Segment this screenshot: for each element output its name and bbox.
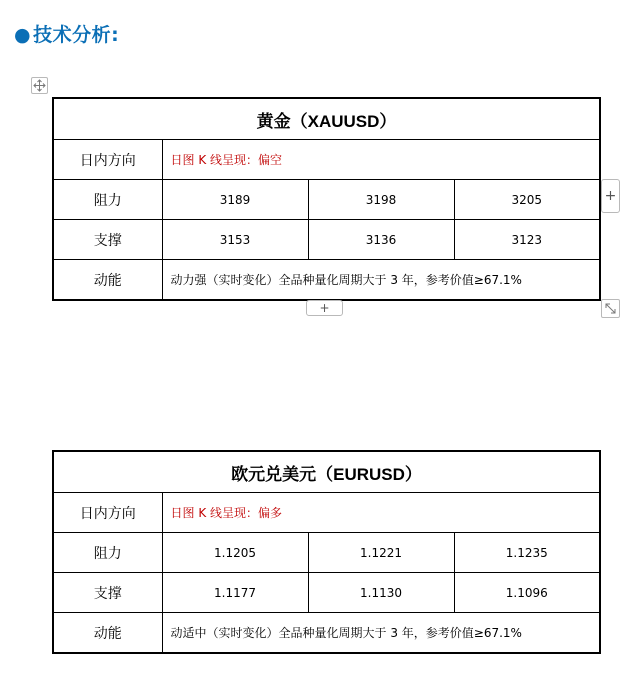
- direction-value[interactable]: 日图 K 线呈现：偏空: [162, 140, 600, 180]
- add-column-button[interactable]: +: [601, 179, 620, 213]
- resistance-row: [53, 533, 600, 573]
- momentum-label[interactable]: 动能: [53, 613, 162, 654]
- resistance-value-3[interactable]: 3205: [454, 180, 600, 220]
- support-value-1[interactable]: 1.1177: [162, 573, 308, 613]
- momentum-label[interactable]: 动能: [53, 260, 162, 301]
- resize-diagonal-icon: [604, 302, 617, 315]
- resistance-value-2[interactable]: 1.1221: [308, 533, 454, 573]
- move-arrows-icon: [33, 79, 46, 92]
- support-value-2[interactable]: 3136: [308, 220, 454, 260]
- direction-label[interactable]: 日内方向: [53, 493, 162, 533]
- table-title-row: [53, 98, 600, 140]
- momentum-row: [53, 260, 600, 301]
- gold-table: [52, 97, 601, 301]
- support-label[interactable]: 支撑: [53, 220, 162, 260]
- support-value-3[interactable]: 3123: [454, 220, 600, 260]
- table-move-handle[interactable]: [31, 77, 48, 94]
- direction-row: [53, 140, 600, 180]
- add-row-button[interactable]: +: [306, 300, 343, 316]
- table-title[interactable]: 欧元兑美元（EURUSD）: [53, 451, 600, 493]
- resistance-value-3[interactable]: 1.1235: [454, 533, 600, 573]
- resistance-value-1[interactable]: 3189: [162, 180, 308, 220]
- bullet-icon: ●: [14, 24, 32, 46]
- table-title-row: [53, 451, 600, 493]
- support-value-3[interactable]: 1.1096: [454, 573, 600, 613]
- resistance-label[interactable]: 阻力: [53, 180, 162, 220]
- support-value-2[interactable]: 1.1130: [308, 573, 454, 613]
- momentum-value[interactable]: 动力强（实时变化）全品种量化周期大于 3 年，参考价值≥67.1%: [162, 260, 600, 301]
- resistance-value-2[interactable]: 3198: [308, 180, 454, 220]
- direction-value[interactable]: 日图 K 线呈现：偏多: [162, 493, 600, 533]
- direction-label[interactable]: 日内方向: [53, 140, 162, 180]
- momentum-row: [53, 613, 600, 654]
- direction-row: [53, 493, 600, 533]
- resistance-row: [53, 180, 600, 220]
- table-title[interactable]: 黄金（XAUUSD）: [53, 98, 600, 140]
- support-value-1[interactable]: 3153: [162, 220, 308, 260]
- resistance-value-1[interactable]: 1.1205: [162, 533, 308, 573]
- section-heading: [14, 20, 119, 47]
- section-heading-text: 技术分析:: [33, 24, 120, 46]
- table-resize-handle[interactable]: [601, 299, 620, 318]
- support-label[interactable]: 支撑: [53, 573, 162, 613]
- support-row: [53, 220, 600, 260]
- momentum-value[interactable]: 动适中（实时变化）全品种量化周期大于 3 年，参考价值≥67.1%: [162, 613, 600, 654]
- eurusd-table: [52, 450, 601, 654]
- support-row: [53, 573, 600, 613]
- resistance-label[interactable]: 阻力: [53, 533, 162, 573]
